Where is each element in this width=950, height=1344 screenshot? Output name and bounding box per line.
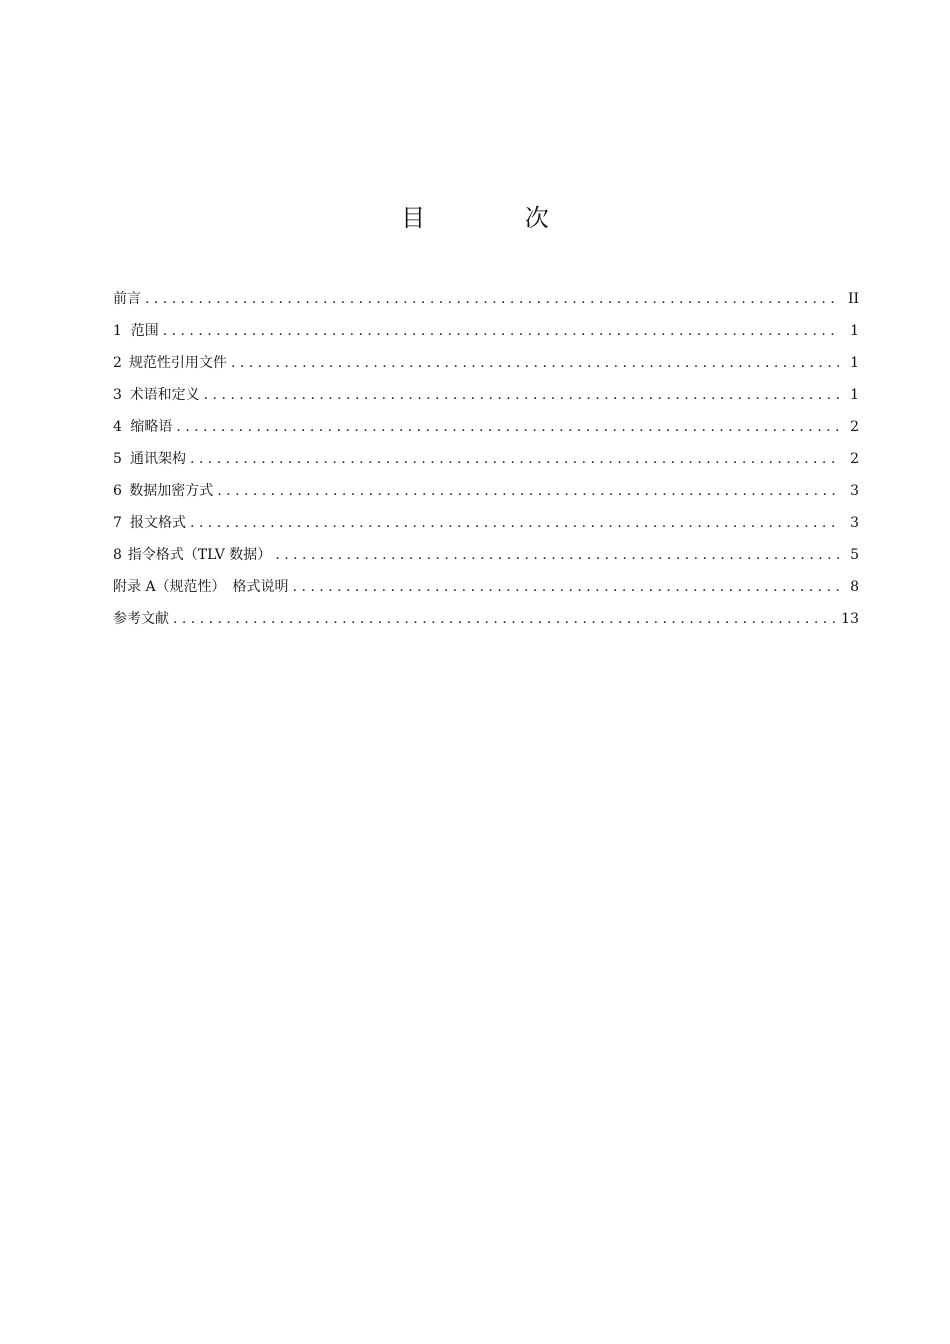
toc-entry-number: 1 — [113, 323, 122, 339]
toc-entry-foreword[interactable] — [113, 283, 859, 315]
toc-entry-label: 前言 — [113, 291, 141, 307]
toc-dot-leader — [173, 603, 835, 635]
toc-entry-page: 2 — [850, 419, 859, 435]
toc-dot-leader — [163, 315, 839, 347]
toc-entry-label: 指令格式（TLV 数据） — [127, 547, 272, 563]
toc-entry-label: 参考文献 — [113, 611, 169, 627]
toc-entry-page: 1 — [850, 387, 859, 403]
toc-entry-page: 8 — [850, 579, 859, 595]
toc-dot-leader — [190, 507, 839, 539]
toc-entry-number: 4 — [113, 419, 122, 435]
toc-entry-label: 范围 — [130, 323, 159, 339]
toc-entry-normative-references[interactable] — [113, 347, 859, 379]
toc-entry-page: 1 — [850, 323, 859, 339]
toc-entry-label: 规范性引用文件 — [128, 355, 227, 371]
toc-entry-label: 通讯架构 — [130, 451, 186, 467]
toc-entry-page: 3 — [850, 483, 859, 499]
toc-dot-leader — [190, 443, 839, 475]
toc-entry-data-encryption[interactable] — [113, 475, 859, 507]
toc-entry-page: 1 — [850, 355, 859, 371]
toc-dot-leader — [145, 283, 839, 315]
toc-entry-number: 8 — [113, 547, 122, 563]
toc-entry-label: 数据加密方式 — [129, 483, 214, 499]
toc-dot-leader — [204, 379, 839, 411]
toc-entry-number: 2 — [113, 355, 122, 371]
toc-entry-page: 13 — [841, 611, 859, 627]
toc-entry-page: 3 — [850, 515, 859, 531]
toc-entry-number: 3 — [113, 387, 122, 403]
toc-entry-label: 报文格式 — [130, 515, 186, 531]
toc-dot-leader — [217, 475, 839, 507]
toc-entry-page: 2 — [850, 451, 859, 467]
toc-entry-label: 附录 A（规范性） 格式说明 — [113, 579, 289, 595]
toc-entry-communication-architecture[interactable] — [113, 443, 859, 475]
toc-entry-page: 5 — [850, 547, 859, 563]
toc-dot-leader — [231, 347, 839, 379]
toc-entry-scope[interactable] — [113, 315, 859, 347]
toc-entry-terms-definitions[interactable] — [113, 379, 859, 411]
toc-entry-page: II — [847, 291, 859, 307]
toc-entry-number: 5 — [113, 451, 122, 467]
toc-dot-leader — [293, 571, 839, 603]
toc-entry-label: 术语和定义 — [129, 387, 200, 403]
toc-dot-leader — [275, 539, 839, 571]
toc-entry-bibliography[interactable] — [113, 603, 859, 635]
toc-entry-command-format[interactable] — [113, 539, 859, 571]
toc-entry-number: 7 — [113, 515, 122, 531]
toc-entry-number: 6 — [113, 483, 122, 499]
toc-entry-appendix-a[interactable] — [113, 571, 859, 603]
toc-entry-abbreviations[interactable] — [113, 411, 859, 443]
toc-entry-message-format[interactable] — [113, 507, 859, 539]
toc-title: 目 次 — [401, 204, 595, 232]
toc-dot-leader — [176, 411, 839, 443]
toc-list — [113, 283, 859, 635]
toc-entry-label: 缩略语 — [130, 419, 173, 435]
